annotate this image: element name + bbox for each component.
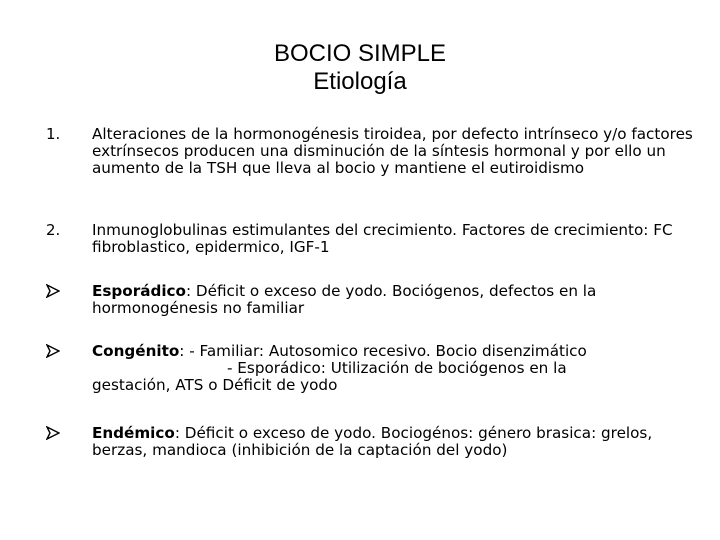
list-item-term: Congénito bbox=[92, 342, 180, 360]
list-item-description: : Déficit o exceso de yodo. Bociógenos, defectos en la hormonogénesis no familiar bbox=[92, 282, 597, 317]
list-item-text: Alteraciones de la hormonogénesis tiroidea, por defecto intrínseco y/o factores extrínsecos producen una disminución de la síntesis hormonal y por ello un aumento de la TSH que lleva al bocio y mantiene el eutiroidismo bbox=[92, 125, 693, 177]
arrow-bullet-icon bbox=[46, 426, 60, 440]
list-item-text bbox=[92, 283, 710, 317]
list-item-description: : Déficit o exceso de yodo. Bociogénos: género brasica: grelos, berzas, mandioca (inhibición de la captación del yodo) bbox=[92, 424, 653, 459]
list-item-text bbox=[92, 425, 710, 459]
list-item-term: Endémico bbox=[92, 424, 175, 442]
list-item-description: gestación, ATS o Déficit de yodo bbox=[92, 376, 338, 394]
arrow-bullet-icon bbox=[46, 284, 60, 298]
slide-subtitle: Etiología bbox=[313, 68, 407, 95]
arrow-bullet-icon bbox=[46, 344, 60, 358]
list-item-description: : - Familiar: Autosomico recesivo. Bocio disenzimático bbox=[179, 342, 587, 360]
list-item-description: - Esporádico: Utilización de bociógenos en la bbox=[227, 359, 567, 377]
list-item-text: Inmunoglobulinas estimulantes del crecimiento. Factores de crecimiento: FC fibroblastico, epidermico, IGF-1 bbox=[92, 221, 673, 256]
slide-title: BOCIO SIMPLE bbox=[273, 40, 447, 67]
list-item-text bbox=[92, 343, 710, 394]
list-number: 1. bbox=[46, 125, 61, 143]
list-item-term: Esporádico bbox=[92, 282, 186, 300]
list-number: 2. bbox=[46, 221, 61, 239]
